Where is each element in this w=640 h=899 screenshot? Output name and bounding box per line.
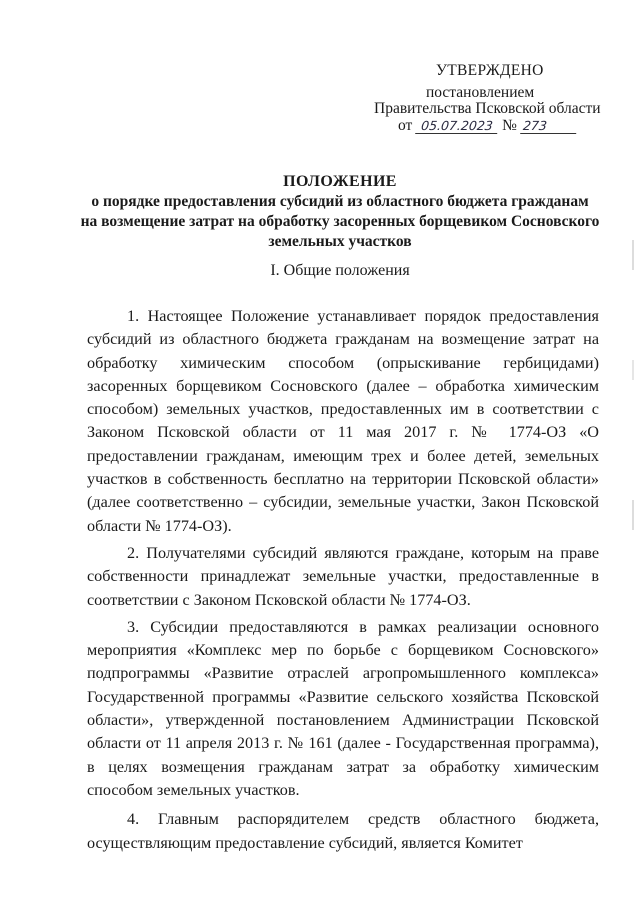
heading-line: о порядке предоставления субсидий из областного бюджета гражданам [91, 193, 589, 210]
paragraph-3: 3. Субсидии предоставляются в рамках реализации основного мероприятия «Комплекс мер по борьбе с борщевиком Сосновского» подпрограммы «Развитие отраслей агропромышленного комплекса» Государственной программы «Развитие сельского хозяйства Псковской области», утвержденной постановлением Администрации Псковской области от 11 апреля 2013 г. № 161 (далее - Государственная программа), в целях возмещения гражданам затрат за обработку химическим способом земельных участков. [87, 617, 599, 799]
approval-line-decree: постановлением [426, 84, 535, 101]
approval-line-government: Правительства Псковской области [374, 100, 601, 117]
heading-line: земельных участков [268, 233, 412, 250]
number-prefix: № [502, 117, 517, 134]
paragraph-1: 1. Настоящее Положение устанавливает порядок предоставления субсидий из областного бюджета гражданам на возмещение затрат на обработку химическим способом (опрыскивание гербицидами) засоренных борщевиком Сосновского (далее – обработка химическим способом) земельных участков, предоставленных им в соответствии с Законом Псковской области от 11 мая 2017 г. № 1774-ОЗ «О предоставлении гражданам, имеющим трех и более детей, земельных участков в собственность бесплатно на территории Псковской области» (далее соответственно – субсидии, земельные участки, Закон Псковской области № 1774-ОЗ). [87, 307, 599, 535]
paragraph-2: 2. Получателями субсидий являются граждане, которым на праве собственности принадлежат земельные участки, предоставленные в соответствии с Законом Псковской области № 1774-ОЗ. [87, 543, 599, 609]
scan-edge-marks [632, 240, 634, 640]
heading-title: ПОЛОЖЕНИЕ [283, 173, 397, 190]
date-prefix: от [398, 117, 413, 134]
document-body [87, 305, 599, 859]
document-heading [60, 172, 620, 252]
handwritten-number: 273 [520, 118, 578, 134]
approval-date-row [398, 117, 577, 135]
paragraph-4: 4. Главным распорядителем средств областного бюджета, осуществляющим предоставление субсидий, является Комитет [87, 810, 599, 852]
approval-title: УТВЕРЖДЕНО [436, 62, 544, 79]
section-title: I. Общие положения [270, 262, 410, 279]
handwritten-date: 05.07.2023 [415, 118, 499, 134]
heading-line: на возмещение затрат на обработку засоренных борщевиком Сосновского [80, 213, 600, 230]
